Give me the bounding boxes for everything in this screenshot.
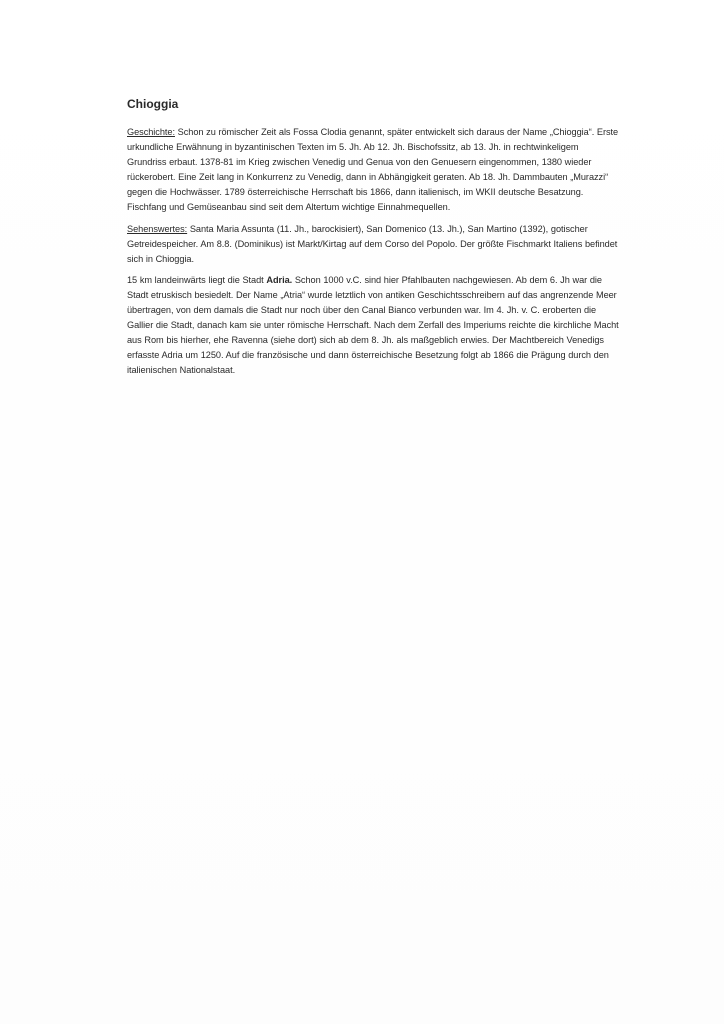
history-text: Schon zu römischer Zeit als Fossa Clodia genannt, später entwickelt sich daraus der Name „Chioggia“. Erste urkundliche Erwähnung in byzantinischen Texten im 5. Jh. Ab 12. Jh. Bischofssitz, ab 13. Jh. in rechtwinkeligem Grundriss erbaut. 1378-81 im Krieg zwischen Venedig und Genua von den Genuesern eingenommen, 1380 wieder rückerobert. Eine Zeit lang in Konkurrenz zu Venedig, dann in Abhängigkeit geraten. Ab 18. Jh. Dammbauten „Murazzi“ gegen die Hochwässer. 1789 österreichische Herrschaft bis 1866, dann italienisch, im WKII deutsche Besatzung. Fischfang und Gemüseanbau sind seit dem Altertum wichtige Einnahmequellen. — [127, 127, 619, 213]
history-paragraph — [127, 125, 619, 216]
page-title: Chioggia — [127, 97, 179, 111]
adria-paragraph — [127, 273, 619, 379]
adria-bold: Adria. — [266, 274, 293, 285]
sights-label: Sehenswertes: — [127, 223, 188, 234]
sights-paragraph — [127, 222, 619, 267]
adria-text-before: 15 km landeinwärts liegt die Stadt — [127, 274, 267, 285]
history-label: Geschichte: — [127, 127, 175, 137]
adria-text-after: Schon 1000 v.C. sind hier Pfahlbauten nachgewiesen. Ab dem 6. Jh war die Stadt etruskisch besiedelt. Der Name „Atria“ wurde letztlich von antiken Geschichtsschreibern auf das angrenzende Meer übertragen, von dem damals die Stadt nur noch über den Canal Bianco verbunden war. Im 4. Jh. v. C. eroberten die Gallier die Stadt, danach kam sie unter römische Herrschaft. Nach dem Zerfall des Imperiums reichte die kirchliche Macht aus Rom bis hierher, ehe Ravenna (siehe dort) sich ab dem 8. Jh. als maßgeblich erwies. Der Machtbereich Venedigs erfasste Adria um 1250. Auf die französische und dann österreichische Besetzung folgt ab 1866 die Prägung durch den italienischen Nationalstaat. — [127, 274, 619, 376]
sights-text: Santa Maria Assunta (11. Jh., barockisiert), San Domenico (13. Jh.), San Martino (1392), gotischer Getreidespeicher. Am 8.8. (Dominikus) ist Markt/Kirtag auf dem Corso del Popolo. Der größte Fischmarkt Italiens befindet sich in Chioggia. — [127, 223, 618, 264]
document-body — [127, 96, 619, 385]
